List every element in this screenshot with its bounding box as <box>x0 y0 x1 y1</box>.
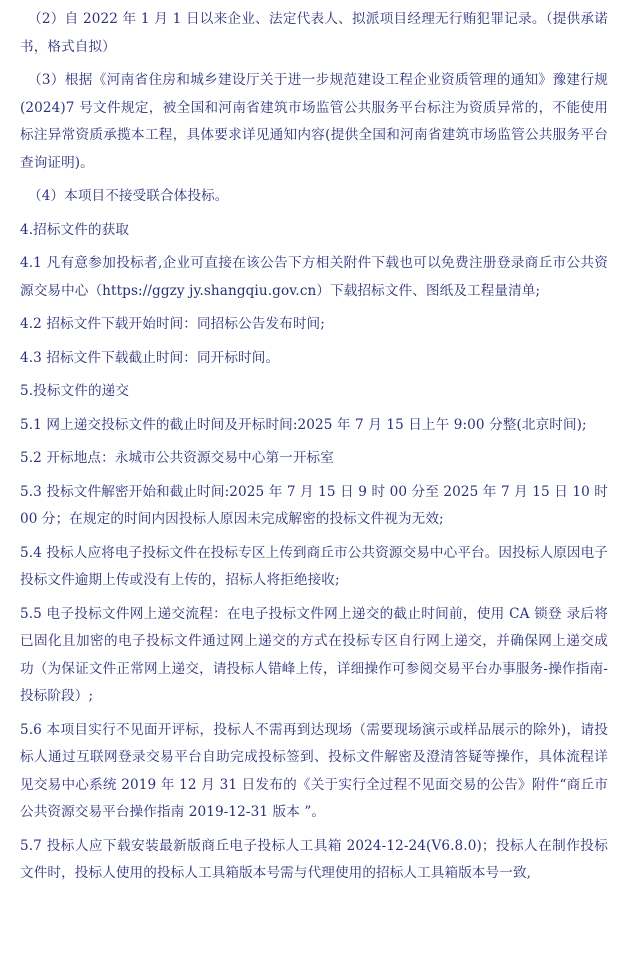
paragraph-qualification-4: （4）本项目不接受联合体投标。 <box>28 188 229 204</box>
paragraph-5-5: 5.5 电子投标文件网上递交流程：在电子投标文件网上递交的截止时间前，使用 CA 锁登 录后将已固化且加密的电子投标文件通过网上递交的方式在投标专区自行网上递交，并确保网上递交成功（为保证文件正常网上递交，请投标人错峰上传，详细操作可参阅交易平台办事服务-操作指南-投标阶段）; <box>20 605 608 704</box>
paragraph-5-2: 5.2 开标地点：永城市公共资源交易中心第一开标室 <box>20 450 334 466</box>
paragraph-5-6: 5.6 本项目实行不见面开评标，投标人不需再到达现场（需要现场演示或样品展示的除外)，请投标人通过互联网登录交易平台自助完成投标签到、投标文件解密及澄清答疑等操作，具体流程详见交易中心系统 2019 年 12 月 31 日发布的《关于实行全过程不见面交易的公告》附件“商丘市公共资源交易平台操作指南 2019-12-31 版本 ”。 <box>20 721 608 820</box>
paragraph-qualification-2: （2）自 2022 年 1 月 1 日以来企业、法定代表人、拟派项目经理无行贿犯罪记录。（提供承诺书，格式自拟） <box>20 11 608 55</box>
paragraph-4-2: 4.2 招标文件下载开始时间：同招标公告发布时间; <box>20 316 325 332</box>
section-heading-5: 5.投标文件的递交 <box>20 383 130 399</box>
paragraph-4-1: 4.1 凡有意参加投标者,企业可直接在该公告下方相关附件下载也可以免费注册登录商丘市公共资源交易中心（https://ggzy jy.shangqiu.gov.cn）下载招标文件、图纸及工程量清单; <box>20 255 608 299</box>
paragraph-qualification-3: （3）根据《河南省住房和城乡建设厅关于进一步规范建设工程企业资质管理的通知》豫建行规(2024)7 号文件规定，被全国和河南省建筑市场监管公共服务平台标注为资质异常的，不能使用标注异常资质承揽本工程，具体要求详见通知内容(提供全国和河南省建筑市场监管公共服务平台查询证明)。 <box>20 72 608 171</box>
paragraph-4-3: 4.3 招标文件下载截止时间：同开标时间。 <box>20 349 280 366</box>
section-heading-4: 4.招标文件的获取 <box>20 221 130 238</box>
paragraph-5-7: 5.7 投标人应下载安装最新版商丘电子投标人工具箱 2024-12-24(V6.8.0)；投标人在制作投标文件时，投标人使用的投标人工具箱版本号需与代理使用的招标人工具箱版本号一致, <box>20 837 608 881</box>
paragraph-5-4: 5.4 投标人应将电子投标文件在投标专区上传到商丘市公共资源交易中心平台。因投标人原因电子投标文件逾期上传或没有上传的，招标人将拒绝接收; <box>20 544 608 588</box>
paragraph-5-3: 5.3 投标文件解密开始和截止时间:2025 年 7 月 15 日 9 时 00 分至 2025 年 7 月 15 日 10 时 00 分；在规定的时间内因投标人原因未完成解密的投标文件视为无效; <box>20 483 608 527</box>
paragraph-5-1: 5.1 网上递交投标文件的截止时间及开标时间:2025 年 7 月 15 日上午 9:00 分整(北京时间); <box>20 416 587 433</box>
